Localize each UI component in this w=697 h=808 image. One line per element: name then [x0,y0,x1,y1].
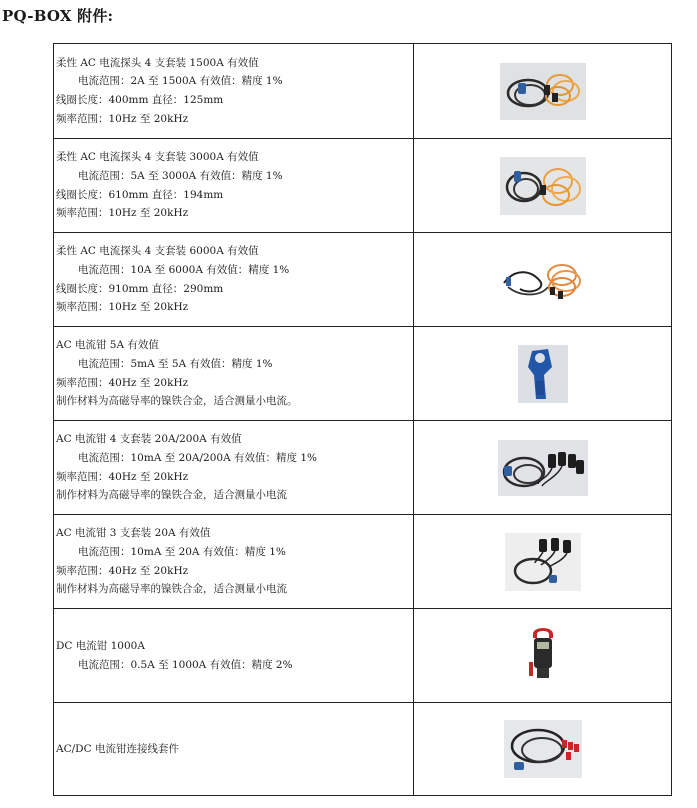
item-description [54,703,414,796]
item-photo-cell [414,327,672,421]
item-photo-cell [414,44,672,139]
ac-clamp-5a-photo [518,345,568,403]
table-row [54,609,672,703]
item-spec: 电流范围：5mA 至 5A 有效值：精度 1% [78,357,273,370]
flexible-current-probe-3000a-photo [500,157,586,215]
item-photo-cell [414,703,672,796]
table-row [54,327,672,421]
item-name: 柔性 AC 电流探头 4 支套装 6000A 有效值 [56,245,259,258]
item-photo-cell [414,609,672,703]
item-spec: 频率范围：40Hz 至 20kHz [56,376,189,389]
item-photo-cell [414,515,672,609]
item-spec: 制作材料为高磁导率的镍铁合金，适合测量小电流。 [56,395,298,408]
item-spec: 频率范围：10Hz 至 20kHz [56,112,189,125]
item-description [54,609,414,703]
item-spec: 频率范围：40Hz 至 20kHz [56,564,189,577]
item-description [54,421,414,515]
table-row [54,421,672,515]
table-row [54,515,672,609]
table-row [54,139,672,233]
item-description [54,515,414,609]
flexible-current-probe-6000a-photo [500,257,586,303]
item-name: AC 电流钳 4 支套装 20A/200A 有效值 [56,433,242,446]
item-spec: 线圈长度：610mm 直径：194mm [56,188,224,201]
item-spec: 制作材料为高磁导率的镍铁合金，适合测量小电流 [56,489,287,502]
item-spec: 电流范围：10mA 至 20A/200A 有效值：精度 1% [78,451,318,464]
item-name: DC 电流钳 1000A [56,639,145,652]
item-spec: 频率范围：10Hz 至 20kHz [56,207,189,220]
dc-clamp-1000a-photo [523,626,563,686]
table-row [54,44,672,139]
item-name: 柔性 AC 电流探头 4 支套装 3000A 有效值 [56,151,259,164]
item-description [54,327,414,421]
item-spec: 线圈长度：400mm 直径：125mm [56,94,224,106]
page-title: PQ-BOX 附件: [2,7,114,25]
item-description [54,233,414,327]
ac-clamp-set-20a-photo [505,533,581,591]
item-spec: 频率范围：10Hz 至 20kHz [56,301,189,314]
accessories-table [53,43,672,796]
item-name: AC/DC 电流钳连接线套件 [56,742,179,755]
item-spec: 电流范围：2A 至 1500A 有效值：精度 1% [78,75,283,88]
table-row [54,703,672,796]
item-name: AC 电流钳 3 支套装 20A 有效值 [56,527,211,540]
item-spec: 电流范围：10A 至 6000A 有效值：精度 1% [78,263,290,276]
item-description [54,44,414,139]
flexible-current-probe-1500a-photo [500,63,586,120]
item-name: 柔性 AC 电流探头 4 支套装 1500A 有效值 [56,56,259,69]
item-spec: 电流范围：5A 至 3000A 有效值：精度 1% [78,169,283,182]
item-spec: 制作材料为高磁导率的镍铁合金，适合测量小电流 [56,583,287,596]
item-name: AC 电流钳 5A 有效值 [56,339,159,352]
item-spec: 电流范围：10mA 至 20A 有效值：精度 1% [78,545,286,558]
ac-clamp-set-20a-200a-photo [498,440,588,496]
item-spec: 线圈长度：910mm 直径：290mm [56,282,224,295]
item-photo-cell [414,233,672,327]
table-row [54,233,672,327]
item-spec: 频率范围：40Hz 至 20kHz [56,470,189,483]
item-spec: 电流范围：0.5A 至 1000A 有效值：精度 2% [78,658,293,671]
item-photo-cell [414,139,672,233]
item-description [54,139,414,233]
item-photo-cell [414,421,672,515]
clamp-cable-kit-photo [504,720,582,778]
